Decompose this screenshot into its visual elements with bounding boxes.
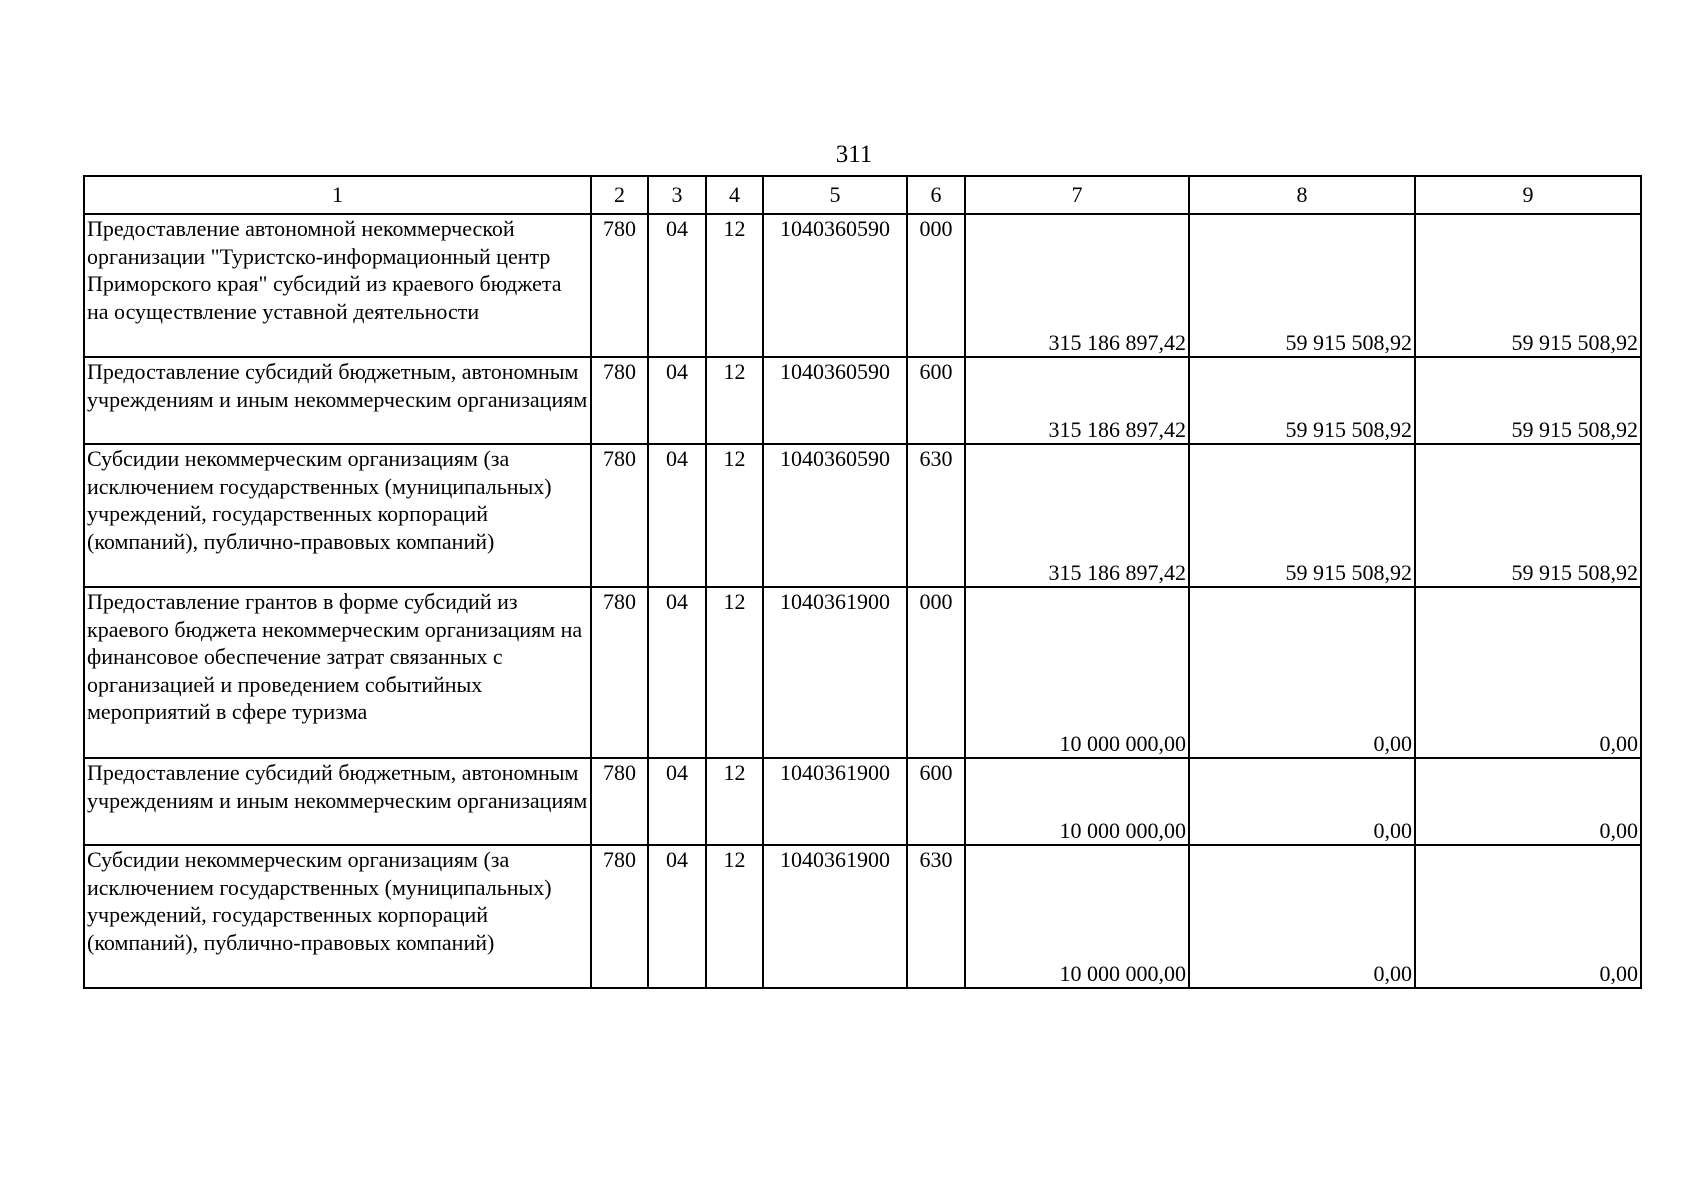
table-row xyxy=(84,357,1641,444)
column-header: 4 xyxy=(706,176,763,214)
cell-amount-col7: 10 000 000,00 xyxy=(965,845,1189,988)
cell-col2: 780 xyxy=(591,758,648,845)
column-header: 3 xyxy=(648,176,706,214)
column-header: 1 xyxy=(84,176,591,214)
cell-amount-col7: 315 186 897,42 xyxy=(965,444,1189,587)
cell-col3: 04 xyxy=(648,214,706,357)
table-row xyxy=(84,758,1641,845)
row-name: Субсидии некоммерческим организациям (за исключением государственных (муниципальных) учреждений, государственных корпораций (компаний), публично-правовых компаний) xyxy=(84,444,591,587)
cell-col2: 780 xyxy=(591,214,648,357)
cell-col3: 04 xyxy=(648,444,706,587)
column-header: 7 xyxy=(965,176,1189,214)
column-header: 5 xyxy=(763,176,907,214)
cell-amount-col8: 0,00 xyxy=(1189,758,1415,845)
table-row xyxy=(84,444,1641,587)
cell-col5: 1040361900 xyxy=(763,845,907,988)
cell-amount-col9: 59 915 508,92 xyxy=(1415,214,1641,357)
column-header: 9 xyxy=(1415,176,1641,214)
column-header: 2 xyxy=(591,176,648,214)
cell-col3: 04 xyxy=(648,758,706,845)
cell-amount-col7: 315 186 897,42 xyxy=(965,214,1189,357)
cell-col4: 12 xyxy=(706,845,763,988)
table-row xyxy=(84,214,1641,357)
cell-col5: 1040361900 xyxy=(763,587,907,758)
cell-amount-col8: 59 915 508,92 xyxy=(1189,357,1415,444)
cell-col6: 630 xyxy=(907,845,965,988)
cell-amount-col9: 59 915 508,92 xyxy=(1415,357,1641,444)
row-name: Предоставление субсидий бюджетным, автономным учреждениям и иным некоммерческим организациям xyxy=(84,758,591,845)
cell-amount-col9: 0,00 xyxy=(1415,758,1641,845)
cell-amount-col7: 315 186 897,42 xyxy=(965,357,1189,444)
cell-col4: 12 xyxy=(706,758,763,845)
cell-amount-col8: 0,00 xyxy=(1189,587,1415,758)
row-name: Субсидии некоммерческим организациям (за исключением государственных (муниципальных) учреждений, государственных корпораций (компаний), публично-правовых компаний) xyxy=(84,845,591,988)
table-row xyxy=(84,845,1641,988)
page-number: 311 xyxy=(835,141,873,168)
cell-amount-col9: 59 915 508,92 xyxy=(1415,444,1641,587)
cell-amount-col9: 0,00 xyxy=(1415,845,1641,988)
cell-col6: 600 xyxy=(907,758,965,845)
row-name: Предоставление субсидий бюджетным, автономным учреждениям и иным некоммерческим организациям xyxy=(84,357,591,444)
cell-col4: 12 xyxy=(706,587,763,758)
cell-col4: 12 xyxy=(706,444,763,587)
cell-amount-col7: 10 000 000,00 xyxy=(965,758,1189,845)
cell-col3: 04 xyxy=(648,357,706,444)
header-row xyxy=(84,176,1641,214)
cell-col4: 12 xyxy=(706,357,763,444)
row-name: Предоставление грантов в форме субсидий из краевого бюджета некоммерческим организациям на финансовое обеспечение затрат связанных с организацией и проведением событийных мероприятий в сфере туризма xyxy=(84,587,591,758)
cell-col5: 1040360590 xyxy=(763,357,907,444)
cell-col6: 000 xyxy=(907,214,965,357)
row-name: Предоставление автономной некоммерческой организации "Туристско-информационный центр Приморского края" субсидий из краевого бюджета на осуществление уставной деятельности xyxy=(84,214,591,357)
cell-amount-col8: 0,00 xyxy=(1189,845,1415,988)
cell-col2: 780 xyxy=(591,357,648,444)
cell-amount-col9: 0,00 xyxy=(1415,587,1641,758)
cell-col2: 780 xyxy=(591,444,648,587)
cell-col5: 1040360590 xyxy=(763,444,907,587)
cell-col4: 12 xyxy=(706,214,763,357)
cell-col5: 1040360590 xyxy=(763,214,907,357)
table-row xyxy=(84,587,1641,758)
cell-col2: 780 xyxy=(591,845,648,988)
cell-col5: 1040361900 xyxy=(763,758,907,845)
cell-col6: 600 xyxy=(907,357,965,444)
cell-amount-col7: 10 000 000,00 xyxy=(965,587,1189,758)
cell-col3: 04 xyxy=(648,845,706,988)
cell-amount-col8: 59 915 508,92 xyxy=(1189,444,1415,587)
cell-col6: 630 xyxy=(907,444,965,587)
cell-amount-col8: 59 915 508,92 xyxy=(1189,214,1415,357)
budget-table xyxy=(83,175,1642,989)
cell-col3: 04 xyxy=(648,587,706,758)
cell-col6: 000 xyxy=(907,587,965,758)
column-header: 6 xyxy=(907,176,965,214)
cell-col2: 780 xyxy=(591,587,648,758)
column-header: 8 xyxy=(1189,176,1415,214)
